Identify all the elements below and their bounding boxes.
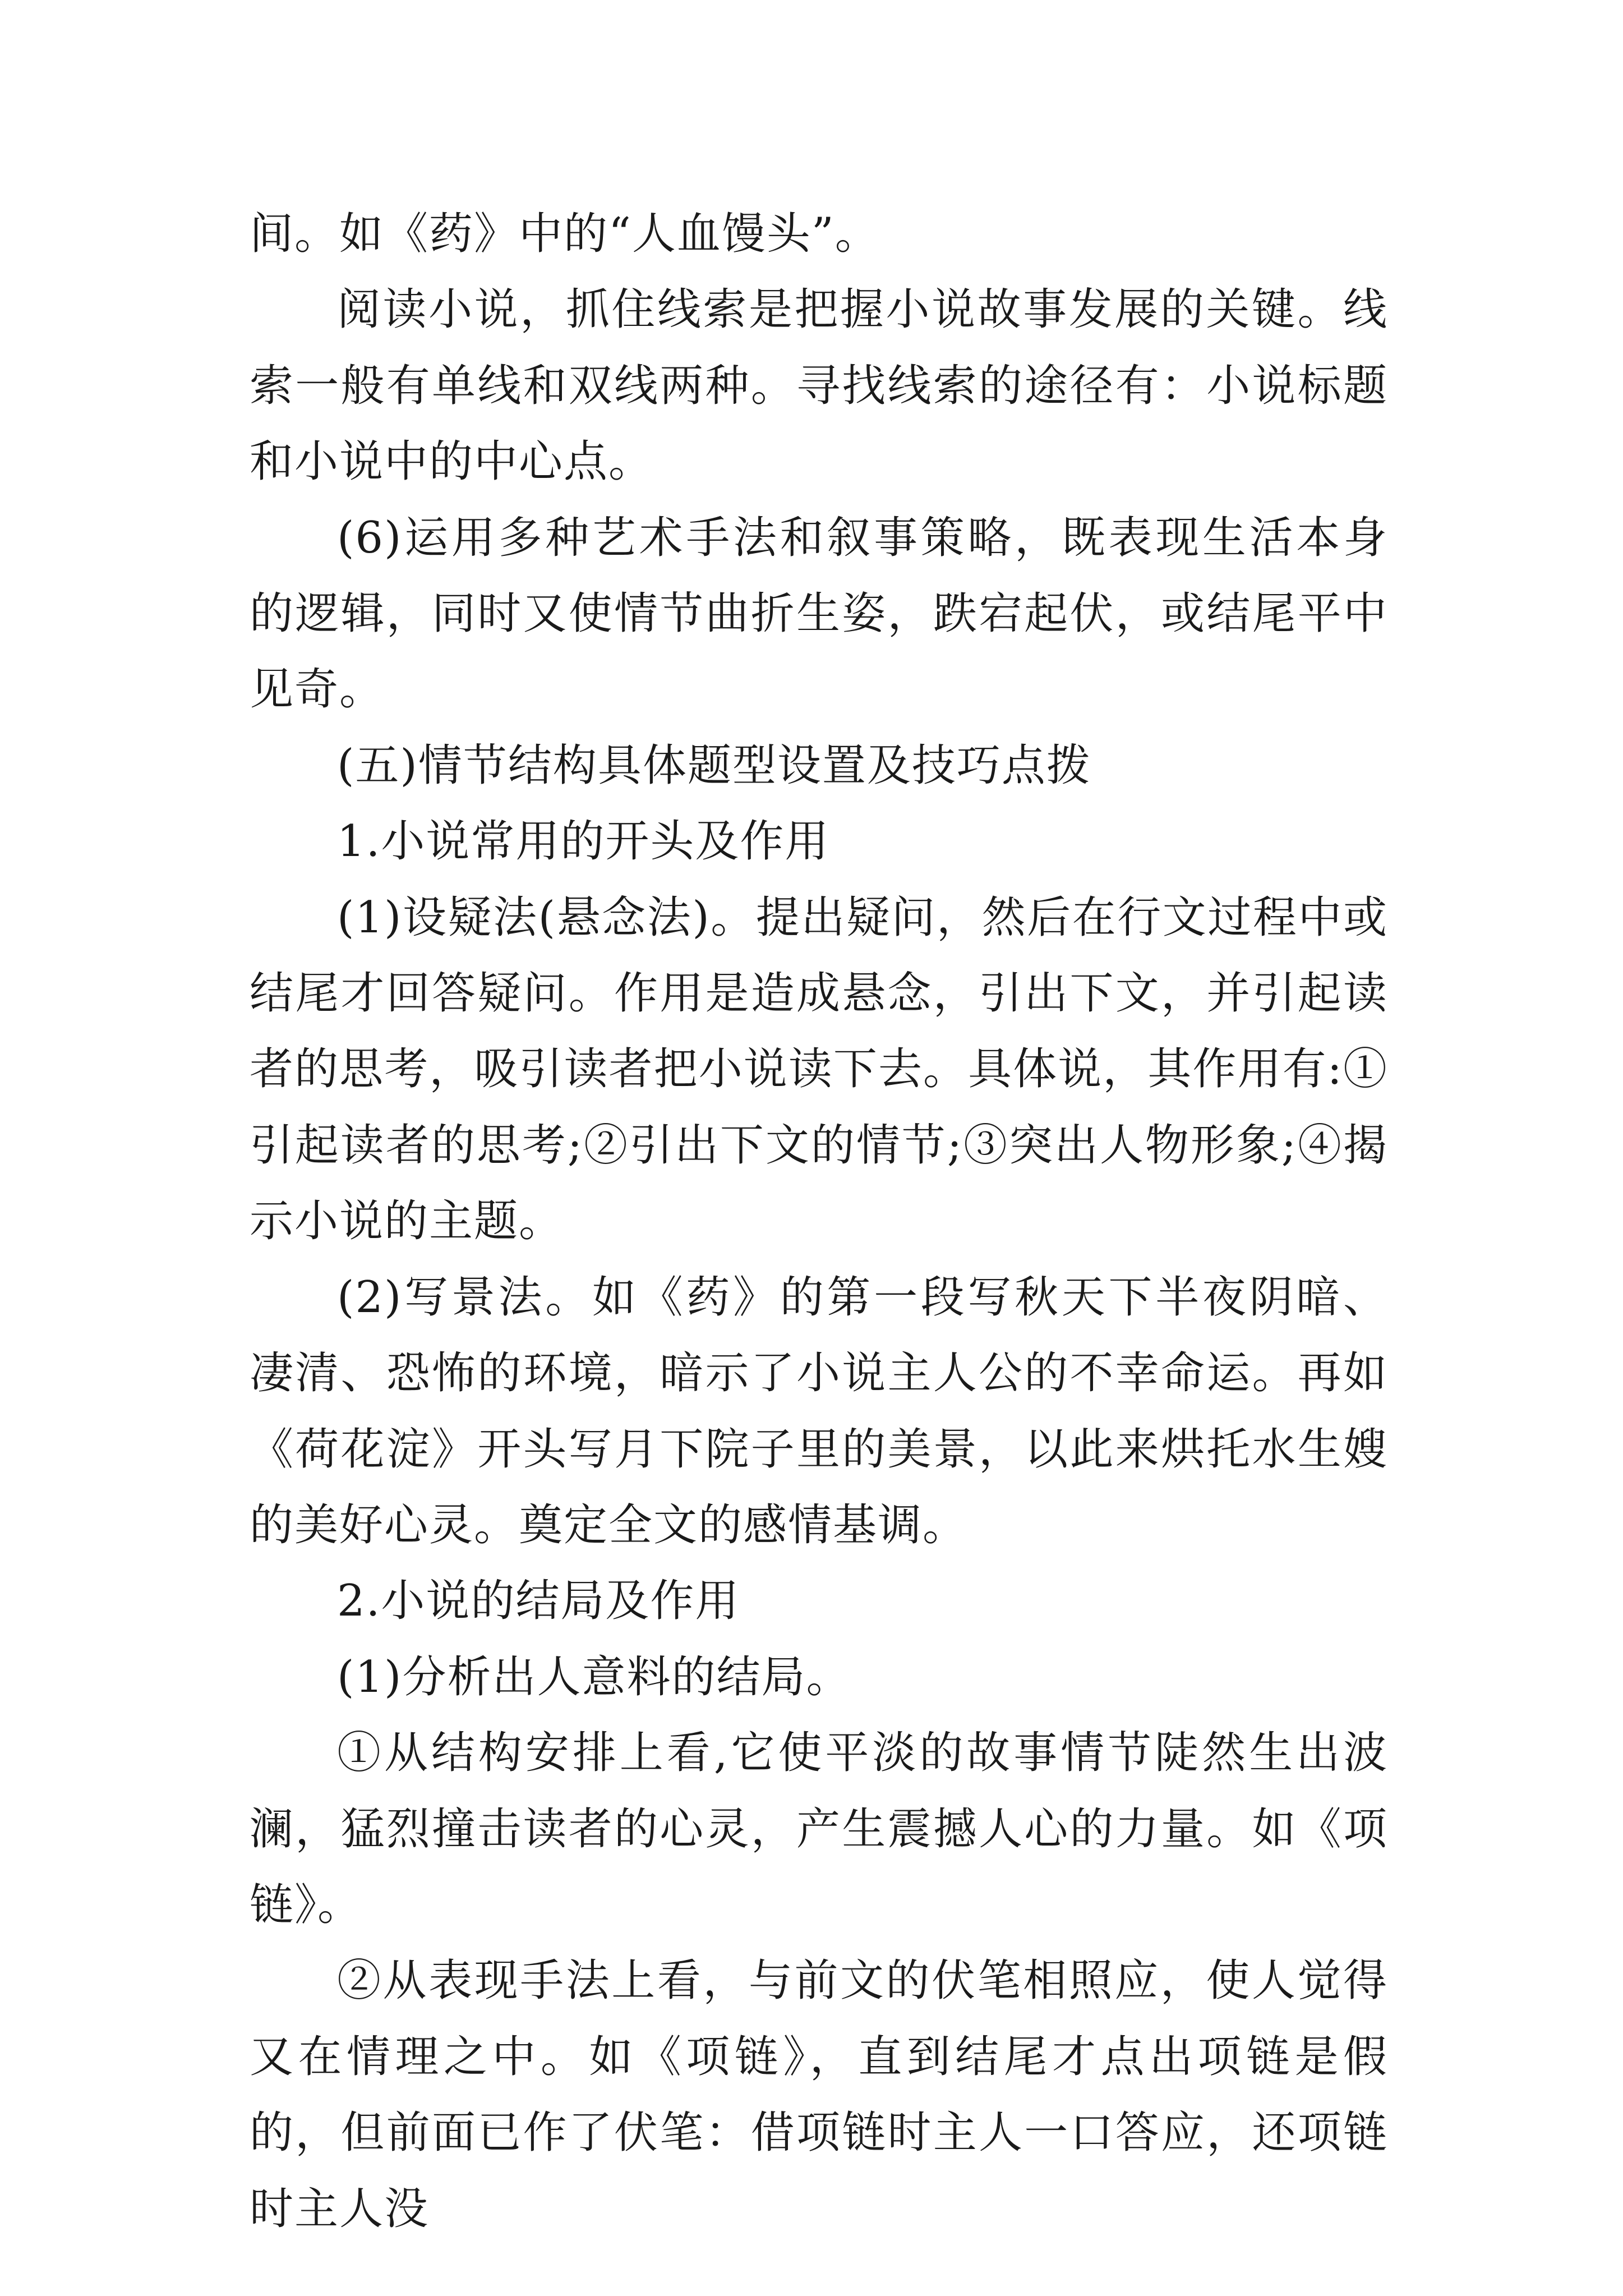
subheading-openings: 1.小说常用的开头及作用 xyxy=(337,816,830,867)
paragraph-scenery-method: (2)写景法。如《药》的第一段写秋天下半夜阴暗、凄清、恐怖的环境，暗示了小说主人公的不幸命运。再如《荷花淀》开头写月下院子里的美景，以此来烘托水生嫂的美好心灵。奠定全文的感情基调。 xyxy=(250,1272,1388,1550)
paragraph-structure-view: ①从结构安排上看,它使平淡的故事情节陡然生出波澜，猛烈撞击读者的心灵，产生震撼人心的力量。如《项链》。 xyxy=(250,1728,1388,1930)
paragraph-unexpected-ending: (1)分析出人意料的结局。 xyxy=(337,1651,851,1703)
paragraph-item-6: (6)运用多种艺术手法和叙事策略，既表现生活本身的逻辑，同时又使情节曲折生姿，跌宕起伏，或结尾平中见奇。 xyxy=(250,512,1388,715)
document-body xyxy=(250,196,1388,2247)
paragraph-technique-view: ②从表现手法上看，与前文的伏笔相照应，使人觉得又在情理之中。如《项链》，直到结尾才点出项链是假的，但前面已作了伏笔：借项链时主人一口答应，还项链时主人没 xyxy=(250,1955,1388,2234)
paragraph-continuation: 间。如《药》中的“人血馒头”。 xyxy=(250,209,880,259)
section-heading-5: (五)情节结构具体题型设置及技巧点拨 xyxy=(337,740,1091,791)
paragraph-clue-reading: 阅读小说，抓住线索是把握小说故事发展的关键。线索一般有单线和双线两种。寻找线索的途径有：小说标题和小说中的中心点。 xyxy=(250,284,1388,487)
subheading-endings: 2.小说的结局及作用 xyxy=(337,1576,740,1627)
paragraph-suspense-method: (1)设疑法(悬念法)。提出疑问，然后在行文过程中或结尾才回答疑问。作用是造成悬念，引出下文，并引起读者的思考，吸引读者把小说读下去。具体说，其作用有:①引起读者的思考;②引出下文的情节;③突出人物形象;④揭示小说的主题。 xyxy=(250,892,1388,1247)
